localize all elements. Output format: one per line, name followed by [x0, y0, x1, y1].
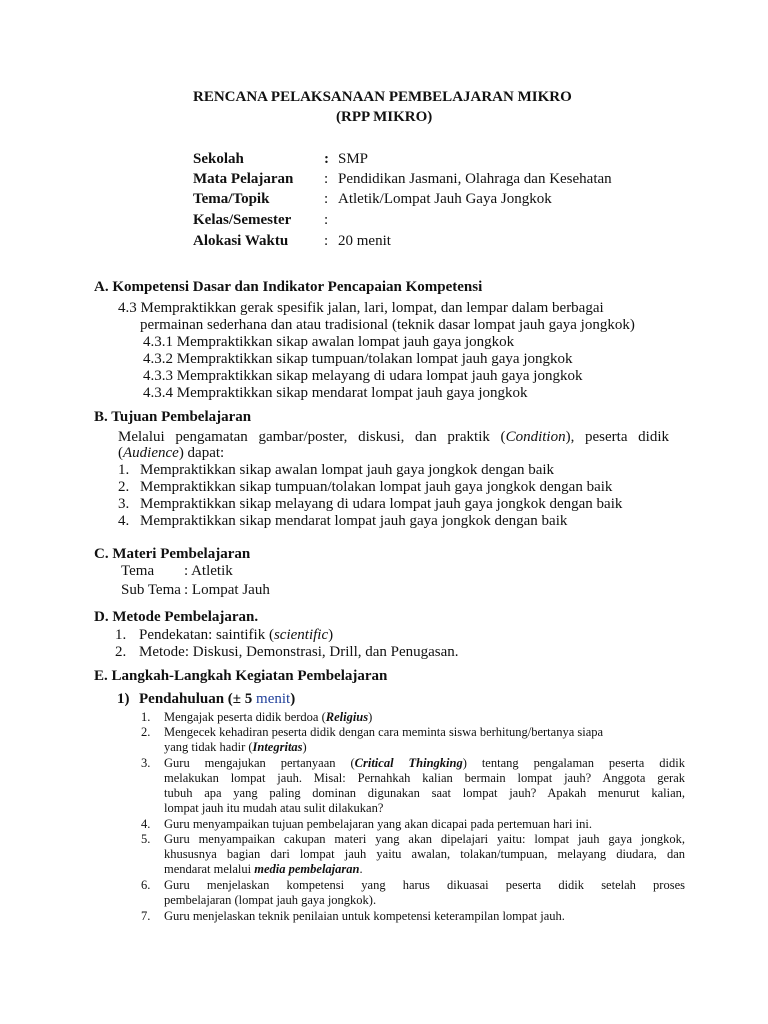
- pendahuluan-heading: Pendahuluan (± 5 menit): [139, 691, 296, 707]
- indicator-item: 4.3.1 Mempraktikkan sikap awalan lompat jauh gaya jongkok: [143, 334, 515, 350]
- step-item: Guru menyampaikan cakupan materi yang akan dipelajari yaitu: lompat jauh gaya jongkok,: [164, 832, 685, 846]
- metode-num: 1.: [115, 627, 127, 643]
- identity-label: Alokasi Waktu: [193, 233, 289, 249]
- metode-item: Metode: Diskusi, Demonstrasi, Drill, dan Penugasan.: [139, 644, 459, 660]
- tujuan-item: Mempraktikkan sikap melayang di udara lompat jauh gaya jongkok dengan baik: [140, 496, 623, 512]
- document-title: RENCANA PELAKSANAAN PEMBELAJARAN MIKRO: [193, 89, 572, 105]
- tujuan-intro-line: (Audience) dapat:: [118, 445, 225, 461]
- tema-label: Tema: [121, 563, 155, 579]
- section-b-heading: B. Tujuan Pembelajaran: [94, 409, 252, 425]
- step-item: lompat jauh itu mudah atau sulit dilakukan?: [164, 801, 384, 815]
- identity-label: Sekolah: [193, 151, 244, 167]
- metode-num: 2.: [115, 644, 127, 660]
- identity-label: Tema/Topik: [193, 191, 270, 207]
- step-num: 7.: [141, 909, 151, 923]
- step-num: 6.: [141, 878, 151, 892]
- kd-line: permainan sederhana dan atau tradisional (teknik dasar lompat jauh gaya jongkok): [140, 317, 635, 333]
- step-num: 3.: [141, 756, 151, 770]
- identity-value: SMP: [338, 151, 369, 167]
- section-c-heading: C. Materi Pembelajaran: [94, 546, 251, 562]
- identity-colon: :: [324, 151, 329, 167]
- step-item: Guru mengajukan pertanyaan (Critical Thingking) tentang pengalaman peserta didik: [164, 756, 685, 770]
- step-num: 1.: [141, 710, 151, 724]
- step-item: Guru menjelaskan teknik penilaian untuk kompetensi keterampilan lompat jauh.: [164, 909, 565, 923]
- indicator-item: 4.3.2 Mempraktikkan sikap tumpuan/tolakan lompat jauh gaya jongkok: [143, 351, 573, 367]
- section-a-heading: A. Kompetensi Dasar dan Indikator Pencapaian Kompetensi: [94, 279, 483, 295]
- tujuan-item: Mempraktikkan sikap tumpuan/tolakan lompat jauh gaya jongkok dengan baik: [140, 479, 613, 495]
- tujuan-item: Mempraktikkan sikap mendarat lompat jauh gaya jongkok dengan baik: [140, 513, 568, 529]
- step-num: 5.: [141, 832, 151, 846]
- step-num: 4.: [141, 817, 151, 831]
- identity-label: Mata Pelajaran: [193, 171, 294, 187]
- identity-colon: :: [324, 171, 329, 187]
- section-e-heading: E. Langkah-Langkah Kegiatan Pembelajaran: [94, 668, 388, 684]
- section-d-heading: D. Metode Pembelajaran.: [94, 609, 259, 625]
- identity-colon: :: [324, 191, 329, 207]
- step-item: pembelajaran (lompat jauh gaya jongkok).: [164, 893, 377, 907]
- indicator-item: 4.3.3 Mempraktikkan sikap melayang di udara lompat jauh gaya jongkok: [143, 368, 583, 384]
- tujuan-num: 2.: [118, 479, 130, 495]
- step-item: Guru menjelaskan kompetensi yang harus dikuasai peserta didik setelah proses: [164, 878, 685, 892]
- tujuan-num: 1.: [118, 462, 130, 478]
- indicator-item: 4.3.4 Mempraktikkan sikap mendarat lompat jauh gaya jongkok: [143, 385, 528, 401]
- tujuan-intro-line: Melalui pengamatan gambar/poster, diskusi, dan praktik (Condition), peserta didik: [118, 429, 669, 445]
- step-item: melakukan lompat jauh. Misal: Pernahkah kalian bermain lompat jauh? Anggota gerak: [164, 771, 685, 785]
- tema-value: : Atletik: [184, 563, 233, 579]
- audience-term: Audience: [123, 445, 179, 461]
- step-item: khususnya bagian dari lompat jauh yaitu awalan, tolakan/tumpuan, melayang diudara, dan: [164, 847, 685, 861]
- step-item: mendarat melalui media pembelajaran.: [164, 862, 363, 876]
- identity-value: Pendidikan Jasmani, Olahraga dan Kesehatan: [338, 171, 612, 187]
- identity-value: 20 menit: [338, 233, 391, 249]
- step-item: Guru menyampaikan tujuan pembelajaran yang akan dicapai pada pertemuan hari ini.: [164, 817, 592, 831]
- subtema-label: Sub Tema: [121, 582, 181, 598]
- tujuan-num: 4.: [118, 513, 130, 529]
- identity-colon: :: [324, 212, 329, 228]
- metode-item: Pendekatan: saintifik (scientific): [139, 627, 334, 643]
- document-subtitle: (RPP MIKRO): [336, 109, 433, 125]
- tujuan-num: 3.: [118, 496, 130, 512]
- condition-term: Condition: [505, 429, 566, 445]
- identity-label: Kelas/Semester: [193, 212, 292, 228]
- step-item: tubuh apa yang paling dominan digunakan saat lompat jauh? Apakah menurut kalian,: [164, 786, 685, 800]
- identity-colon: :: [324, 233, 329, 249]
- step-item: Mengajak peserta didik berdoa (Religius): [164, 710, 373, 724]
- subtema-value: : Lompat Jauh: [184, 582, 270, 598]
- tujuan-item: Mempraktikkan sikap awalan lompat jauh gaya jongkok dengan baik: [140, 462, 555, 478]
- step-item: Mengecek kehadiran peserta didik dengan cara meminta siswa berhitung/bertanya siapa: [164, 725, 604, 739]
- pendahuluan-num: 1): [117, 691, 130, 707]
- kd-line: 4.3 Mempraktikkan gerak spesifik jalan, lari, lompat, dan lempar dalam berbagai: [118, 300, 604, 316]
- step-num: 2.: [141, 725, 151, 739]
- identity-value: Atletik/Lompat Jauh Gaya Jongkok: [338, 191, 552, 207]
- step-item: yang tidak hadir (Integritas): [164, 740, 307, 754]
